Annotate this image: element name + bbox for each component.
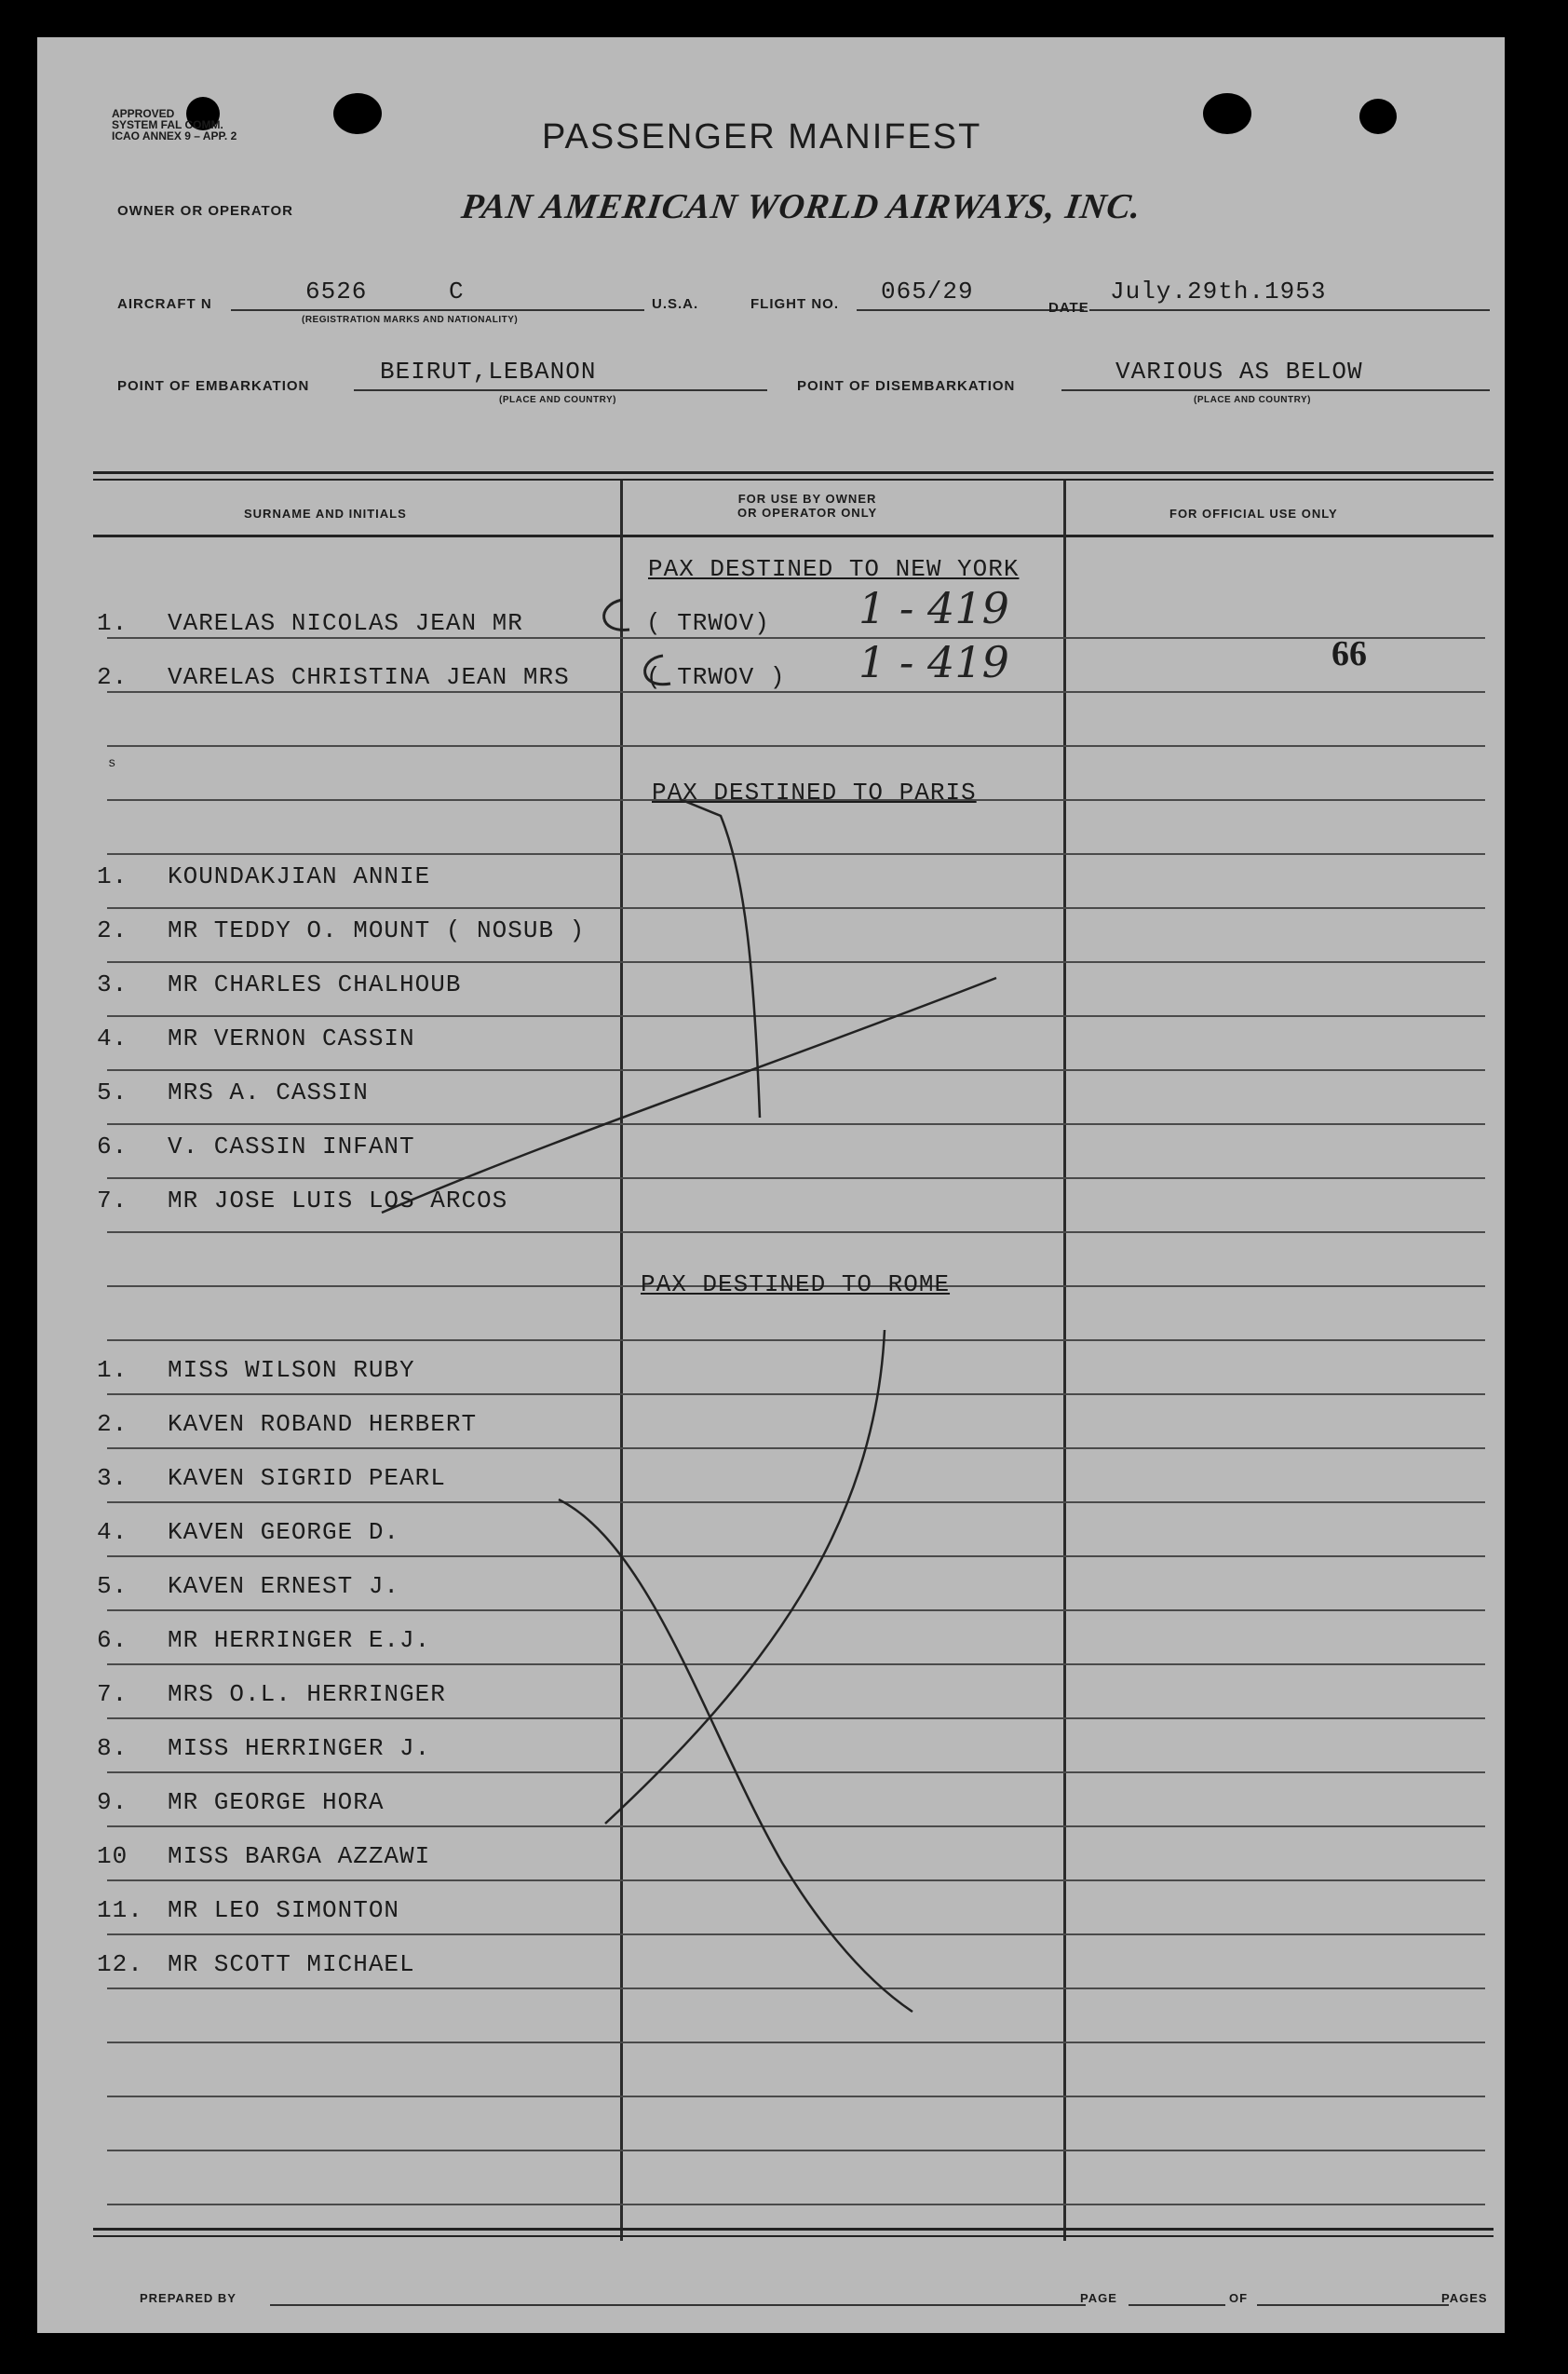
paris-row-3-name: MR CHARLES CHALHOUB: [168, 970, 462, 998]
page-label: PAGE: [1080, 2291, 1117, 2305]
paris-row-5-name: MRS A. CASSIN: [168, 1078, 369, 1106]
paris-row-2-name: MR TEDDY O. MOUNT ( NOSUB ): [168, 916, 586, 944]
rome-row-2-name: KAVEN ROBAND HERBERT: [168, 1410, 478, 1438]
owner-label: OWNER OR OPERATOR: [117, 203, 293, 219]
rome-row-4-num: 4.: [97, 1518, 128, 1546]
aircraft-nationality: C: [449, 278, 465, 305]
flight-number: 065/29: [881, 278, 974, 305]
rome-row-5-num: 5.: [97, 1572, 128, 1600]
ny-row-1-name: VARELAS NICOLAS JEAN MR: [168, 609, 523, 637]
page-title: PASSENGER MANIFEST: [542, 117, 982, 156]
disembark-caption: (PLACE AND COUNTRY): [1194, 395, 1311, 405]
section-title-new-york: PAX DESTINED TO NEW YORK: [648, 555, 1020, 583]
rome-row-12-num: 12.: [97, 1950, 143, 1978]
paris-row-1-num: 1.: [97, 862, 128, 890]
ny-row-1-code: ( TRWOV): [646, 609, 770, 637]
rome-row-6-num: 6.: [97, 1626, 128, 1654]
ny-row-2-code: ( TRWOV ): [646, 663, 786, 691]
prepared-by-label: PREPARED BY: [140, 2291, 237, 2305]
registration-caption: (REGISTRATION MARKS AND NATIONALITY): [302, 315, 519, 325]
rome-row-9-num: 9.: [97, 1788, 128, 1816]
flight-date: July.29th.1953: [1110, 278, 1327, 305]
rome-row-2-num: 2.: [97, 1410, 128, 1438]
rome-row-7-name: MRS O.L. HERRINGER: [168, 1680, 446, 1708]
ny-row-2-handwritten-ref: 1 - 419: [858, 637, 1009, 687]
rome-row-10-num: 10: [97, 1842, 128, 1870]
paris-row-5-num: 5.: [97, 1078, 128, 1106]
manifest-sheet: [37, 37, 1505, 2333]
date-label: DATE: [1048, 300, 1089, 316]
ny-row-2-name: VARELAS CHRISTINA JEAN MRS: [168, 663, 570, 691]
rome-row-6-name: MR HERRINGER E.J.: [168, 1626, 431, 1654]
rome-cross-stroke-1: [605, 1330, 885, 1824]
col-surname: SURNAME AND INITIALS: [244, 507, 407, 521]
flight-label: FLIGHT NO.: [750, 296, 839, 312]
usa-label: U.S.A.: [652, 296, 699, 312]
of-label: OF: [1229, 2291, 1249, 2305]
rome-row-11-name: MR LEO SIMONTON: [168, 1896, 400, 1924]
disembark-place: VARIOUS AS BELOW: [1115, 358, 1363, 386]
paris-cross-stroke-1: [680, 799, 760, 1118]
approval-line-1: APPROVED: [112, 107, 175, 120]
ny-row-1-num: 1.: [97, 609, 128, 637]
rome-row-9-name: MR GEORGE HORA: [168, 1788, 385, 1816]
paris-cross-stroke-2: [382, 978, 996, 1213]
embark-label: POINT OF EMBARKATION: [117, 378, 310, 394]
rome-row-1-name: MISS WILSON RUBY: [168, 1356, 415, 1384]
check-mark-c-2: [645, 656, 670, 685]
aircraft-label: AIRCRAFT N: [117, 296, 212, 312]
paris-row-7-num: 7.: [97, 1187, 128, 1214]
col-owner-use-line-2: OR OPERATOR ONLY: [737, 506, 878, 520]
section-title-paris: PAX DESTINED TO PARIS: [652, 779, 977, 807]
rome-row-3-name: KAVEN SIGRID PEARL: [168, 1464, 446, 1492]
stray-mark: s: [108, 756, 116, 771]
col-official: FOR OFFICIAL USE ONLY: [1169, 507, 1338, 521]
pen-strokes: [37, 37, 1505, 2333]
paris-row-3-num: 3.: [97, 970, 128, 998]
section-title-rome: PAX DESTINED TO ROME: [641, 1270, 951, 1298]
col-owner-use-line-1: FOR USE BY OWNER: [737, 492, 877, 506]
rome-row-3-num: 3.: [97, 1464, 128, 1492]
ny-row-1-handwritten-ref: 1 - 419: [858, 583, 1009, 633]
rome-row-7-num: 7.: [97, 1680, 128, 1708]
approval-line-3: ICAO ANNEX 9 – APP. 2: [112, 129, 237, 142]
rome-row-8-num: 8.: [97, 1734, 128, 1762]
rome-cross-stroke-2: [559, 1499, 912, 2012]
paris-row-4-num: 4.: [97, 1024, 128, 1052]
embark-place: BEIRUT,LEBANON: [380, 358, 597, 386]
rome-row-11-num: 11.: [97, 1896, 143, 1924]
paris-row-2-num: 2.: [97, 916, 128, 944]
paris-row-1-name: KOUNDAKJIAN ANNIE: [168, 862, 431, 890]
paris-row-6-num: 6.: [97, 1133, 128, 1160]
paris-row-6-name: V. CASSIN INFANT: [168, 1133, 415, 1160]
rome-row-5-name: KAVEN ERNEST J.: [168, 1572, 400, 1600]
rome-row-8-name: MISS HERRINGER J.: [168, 1734, 431, 1762]
disembark-label: POINT OF DISEMBARKATION: [797, 378, 1016, 394]
ny-row-2-num: 2.: [97, 663, 128, 691]
check-mark-c-1: [604, 600, 629, 630]
rome-row-1-num: 1.: [97, 1356, 128, 1384]
approval-line-2: SYSTEM FAL COMM.: [112, 118, 223, 131]
rome-row-10-name: MISS BARGA AZZAWI: [168, 1842, 431, 1870]
rome-row-4-name: KAVEN GEORGE D.: [168, 1518, 400, 1546]
official-mark: 66: [1331, 634, 1367, 673]
paris-row-7-name: MR JOSE LUIS LOS ARCOS: [168, 1187, 508, 1214]
pages-label: PAGES: [1441, 2291, 1488, 2305]
aircraft-reg: 6526: [305, 278, 368, 305]
operator-name: PAN AMERICAN WORLD AIRWAYS, INC.: [459, 187, 1144, 226]
paris-row-4-name: MR VERNON CASSIN: [168, 1024, 415, 1052]
rome-row-12-name: MR SCOTT MICHAEL: [168, 1950, 415, 1978]
embark-caption: (PLACE AND COUNTRY): [499, 395, 616, 405]
